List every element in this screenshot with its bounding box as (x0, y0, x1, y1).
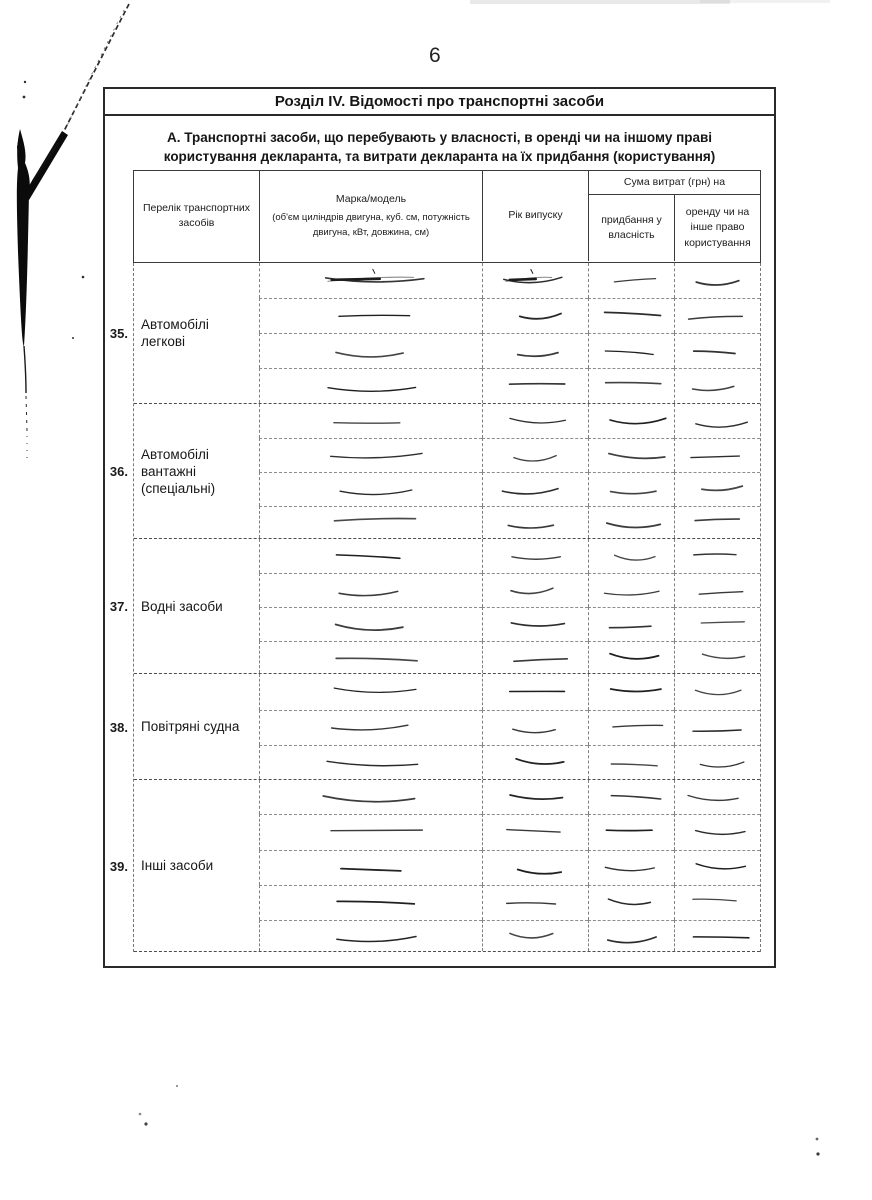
entry-cell (588, 368, 674, 403)
entry-cell (259, 506, 482, 538)
entry-cell (674, 607, 760, 641)
handwritten-dash (589, 886, 674, 920)
handwritten-dash (483, 746, 588, 779)
handwritten-dash (589, 711, 674, 745)
entry-cell (674, 506, 760, 538)
entry-cell (259, 920, 482, 951)
entry-cell (588, 607, 674, 641)
entry-cell (588, 814, 674, 850)
handwritten-dash (675, 439, 760, 472)
handwritten-dash (483, 574, 588, 607)
vehicle-label: Водні засоби (141, 598, 223, 614)
handwritten-dash (260, 851, 482, 885)
handwritten-dash (260, 507, 482, 538)
entry-cell (674, 263, 760, 298)
handwritten-dash (260, 608, 482, 641)
entry-cell (588, 674, 674, 710)
vehicle-label: Інші засоби (141, 858, 214, 873)
entry-cell (588, 472, 674, 506)
entry-cell (588, 263, 674, 298)
handwritten-dash (483, 815, 588, 850)
entry-cell (674, 850, 760, 885)
entry-cell (482, 607, 588, 641)
handwritten-dash (675, 369, 760, 403)
entry-cell (588, 298, 674, 333)
handwritten-dash (589, 473, 674, 506)
row-number: 38. (109, 719, 128, 735)
header-purchase: придбання у власність (588, 195, 674, 261)
entry-cell (259, 641, 482, 673)
entry-cell (588, 710, 674, 745)
handwritten-dash (483, 263, 588, 298)
entry-cell (259, 263, 482, 298)
handwritten-dash (483, 439, 588, 472)
header-expenses-group: Сума витрат (грн) на (588, 171, 760, 195)
handwritten-dash (483, 334, 588, 368)
entry-cell (588, 333, 674, 368)
section-text: Транспортні засоби, що перебувають у власності, в оренді чи на іншому праві користування декларанта, та витрати декларанта на їх придбання (користування) (163, 130, 716, 164)
handwritten-dash (589, 574, 674, 607)
row-number: 36. (109, 464, 128, 479)
entry-cell (588, 404, 674, 438)
handwritten-dash (260, 921, 482, 951)
entry-cell (588, 885, 674, 920)
entry-cell (588, 920, 674, 951)
entry-cell (259, 333, 482, 368)
handwritten-dash (589, 263, 674, 298)
handwritten-dash (589, 539, 674, 573)
handwritten-dash (483, 642, 588, 673)
entry-cell (482, 710, 588, 745)
vehicle-label: Повітряні судна (141, 719, 240, 734)
entry-cell (482, 368, 588, 403)
handwritten-dash (260, 334, 482, 368)
entry-cell (674, 814, 760, 850)
row-number: 39. (109, 858, 128, 874)
entry-cell (588, 745, 674, 779)
handwritten-dash (589, 674, 674, 710)
entry-cell (674, 573, 760, 607)
entry-cell (674, 368, 760, 403)
entry-cell (588, 506, 674, 538)
handwritten-dash (675, 642, 760, 673)
entry-cell (482, 814, 588, 850)
handwritten-dash (260, 642, 482, 673)
entry-cell (259, 674, 482, 710)
handwritten-dash (675, 404, 760, 438)
handwritten-dash (260, 780, 482, 814)
handwritten-dash (589, 608, 674, 641)
table-body (133, 263, 761, 952)
entry-cell (259, 607, 482, 641)
entry-cell (674, 333, 760, 368)
handwritten-dash (483, 299, 588, 333)
entry-cell (482, 404, 588, 438)
entry-cell (259, 438, 482, 472)
entry-cell (482, 745, 588, 779)
entry-cell (482, 573, 588, 607)
handwritten-dash (589, 404, 674, 438)
section-label: А. (166, 130, 181, 145)
handwritten-dash (675, 674, 760, 710)
handwritten-dash (675, 815, 760, 850)
handwritten-dash (675, 886, 760, 920)
entry-cell (588, 438, 674, 472)
handwritten-dash (589, 642, 674, 673)
handwritten-dash (675, 334, 760, 368)
handwritten-dash (483, 780, 588, 814)
handwritten-dash (260, 369, 482, 403)
handwritten-dash (260, 815, 482, 850)
vehicle-label: Автомобілі легкові (141, 317, 209, 349)
handwritten-dash (483, 608, 588, 641)
handwritten-dash (589, 815, 674, 850)
row-number: 35. (109, 326, 128, 341)
section-note (105, 128, 774, 166)
entry-cell (674, 885, 760, 920)
handwritten-dash (589, 507, 674, 538)
entry-cell (674, 780, 760, 814)
row-number: 37. (109, 599, 128, 614)
vehicle-group (134, 539, 760, 674)
entry-cell (482, 298, 588, 333)
handwritten-dash (483, 921, 588, 951)
entry-cell (259, 539, 482, 573)
handwritten-dash (675, 921, 760, 951)
handwritten-dash (260, 711, 482, 745)
handwritten-dash (260, 886, 482, 920)
entry-cell (674, 641, 760, 673)
handwritten-dash (260, 574, 482, 607)
handwritten-dash (675, 608, 760, 641)
entry-cell (482, 920, 588, 951)
entry-cell (259, 780, 482, 814)
handwritten-dash (483, 369, 588, 403)
handwritten-dash (483, 507, 588, 538)
handwritten-dash (589, 780, 674, 814)
handwritten-dash (675, 507, 760, 538)
entry-cell (482, 885, 588, 920)
entry-cell (259, 850, 482, 885)
header-rent: оренду чи на інше право користування (674, 195, 760, 261)
table-header (133, 170, 761, 263)
handwritten-dash (260, 539, 482, 573)
handwritten-dash (260, 263, 482, 298)
entry-cell (674, 745, 760, 779)
handwritten-dash (675, 574, 760, 607)
handwritten-dash (260, 746, 482, 779)
handwritten-dash (675, 780, 760, 814)
entry-cell (482, 506, 588, 538)
entry-cell (674, 920, 760, 951)
handwritten-dash (589, 851, 674, 885)
entry-cell (588, 539, 674, 573)
entry-cell (482, 641, 588, 673)
handwritten-dash (260, 473, 482, 506)
handwritten-dash (260, 299, 482, 333)
entry-cell (674, 472, 760, 506)
handwritten-dash (260, 439, 482, 472)
entry-cell (259, 745, 482, 779)
vehicle-group (134, 404, 760, 539)
entry-cell (259, 404, 482, 438)
handwritten-dash (483, 886, 588, 920)
entry-cell (482, 850, 588, 885)
entry-cell (259, 298, 482, 333)
entry-cell (482, 780, 588, 814)
vehicle-group (134, 780, 760, 952)
handwritten-dash (675, 746, 760, 779)
handwritten-dash (675, 539, 760, 573)
entry-cell (674, 404, 760, 438)
handwritten-dash (260, 404, 482, 438)
vehicle-group (134, 674, 760, 780)
entry-cell (259, 710, 482, 745)
entry-cell (259, 814, 482, 850)
document-frame (103, 87, 776, 968)
entry-cell (482, 674, 588, 710)
handwritten-dash (483, 711, 588, 745)
entry-cell (482, 333, 588, 368)
entry-cell (482, 263, 588, 298)
entry-cell (674, 438, 760, 472)
entry-cell (674, 674, 760, 710)
handwritten-dash (589, 334, 674, 368)
handwritten-dash (483, 404, 588, 438)
entry-cell (259, 885, 482, 920)
vehicles-table (109, 170, 761, 952)
entry-cell (482, 472, 588, 506)
entry-cell (482, 539, 588, 573)
handwritten-dash (483, 851, 588, 885)
vehicle-group (134, 263, 760, 404)
entry-cell (674, 539, 760, 573)
handwritten-dash (260, 674, 482, 710)
entry-cell (588, 850, 674, 885)
header-year: Рік випуску (482, 171, 588, 261)
section-title-bar (105, 89, 774, 116)
handwritten-dash (589, 746, 674, 779)
handwritten-dash (483, 539, 588, 573)
header-make-model: Марка/модель (об'єм циліндрів двигуна, куб. см, потужність двигуна, кВт, довжина, см) (259, 171, 482, 261)
entry-cell (588, 641, 674, 673)
handwritten-dash (675, 711, 760, 745)
entry-cell (588, 573, 674, 607)
vehicle-label: Автомобілі вантажні (спеціальні) (141, 446, 216, 496)
header-vehicles-list: Перелік транспортних засобів (142, 201, 251, 229)
handwritten-dash (589, 921, 674, 951)
entry-cell (674, 298, 760, 333)
handwritten-dash (589, 299, 674, 333)
entry-cell (259, 573, 482, 607)
entry-cell (259, 472, 482, 506)
handwritten-dash (589, 439, 674, 472)
entry-cell (588, 780, 674, 814)
handwritten-dash (675, 851, 760, 885)
handwritten-dash (483, 473, 588, 506)
handwritten-dash (675, 263, 760, 298)
page-number: 6 (429, 44, 442, 67)
entry-cell (674, 710, 760, 745)
ink-blob (17, 129, 30, 346)
handwritten-dash (483, 674, 588, 710)
handwritten-dash (589, 369, 674, 403)
handwritten-dash (675, 473, 760, 506)
entry-cell (482, 438, 588, 472)
entry-cell (259, 368, 482, 403)
handwritten-dash (675, 299, 760, 333)
page-title: Розділ IV. Відомості про транспортні засоби (274, 93, 605, 110)
